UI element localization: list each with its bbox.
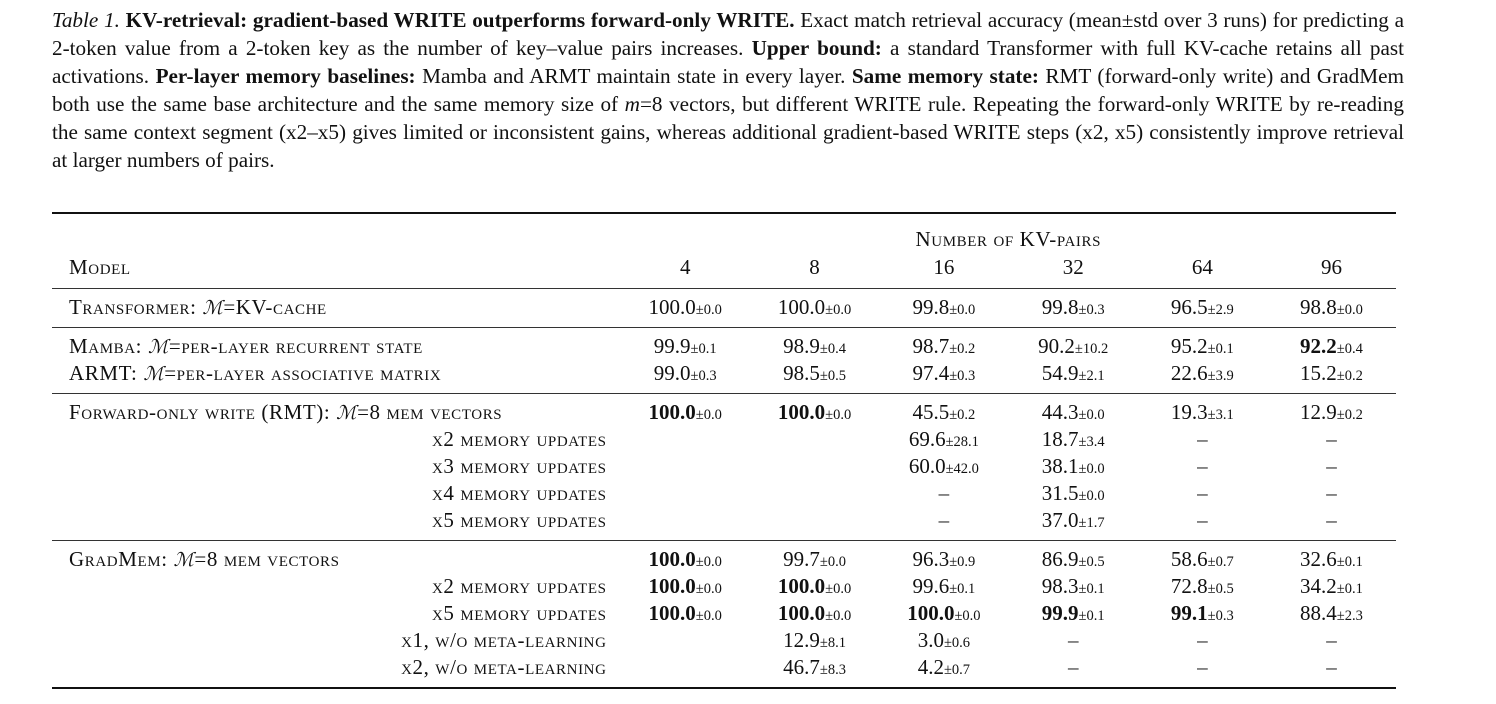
accuracy-cell bbox=[621, 453, 750, 480]
model-name-cell bbox=[52, 627, 621, 654]
table-row bbox=[52, 627, 1396, 654]
accuracy-cell bbox=[1138, 573, 1267, 600]
accuracy-std: ±0.0 bbox=[825, 302, 852, 318]
accuracy-std: ±0.4 bbox=[1336, 341, 1363, 357]
accuracy-cell bbox=[1009, 453, 1138, 480]
model-name: x5 memory updates bbox=[431, 601, 607, 625]
model-name: x2, w/o meta-learning bbox=[401, 655, 607, 679]
memory-description: =KV-cache bbox=[223, 295, 327, 319]
accuracy-mean: 90.2 bbox=[1038, 334, 1075, 358]
accuracy-cell bbox=[1138, 289, 1267, 328]
accuracy-cell bbox=[1009, 541, 1138, 574]
accuracy-std: ±3.4 bbox=[1078, 434, 1105, 450]
table-row bbox=[52, 394, 1396, 427]
accuracy-cell bbox=[1267, 360, 1396, 394]
accuracy-std: ±0.0 bbox=[695, 302, 722, 318]
model-name-cell bbox=[52, 453, 621, 480]
memory-symbol: ℳ bbox=[202, 297, 224, 319]
accuracy-mean: 100.0 bbox=[648, 295, 696, 319]
accuracy-std: ±0.0 bbox=[1078, 488, 1105, 504]
model-name-cell bbox=[52, 426, 621, 453]
model-name: Forward-only write (RMT): bbox=[69, 400, 337, 424]
model-name-cell bbox=[52, 507, 621, 541]
accuracy-std: ±0.0 bbox=[695, 608, 722, 624]
column-header-32: 32 bbox=[1062, 254, 1084, 279]
table-row bbox=[52, 453, 1396, 480]
accuracy-cell bbox=[621, 360, 750, 394]
accuracy-cell bbox=[1138, 426, 1267, 453]
accuracy-cell bbox=[750, 453, 879, 480]
accuracy-mean: 86.9 bbox=[1041, 547, 1079, 571]
caption-upper-bound-label: Upper bound: bbox=[751, 36, 882, 60]
accuracy-mean: 100.0 bbox=[777, 574, 826, 598]
accuracy-mean: 38.1 bbox=[1041, 454, 1079, 478]
model-name: x1, w/o meta-learning bbox=[401, 628, 607, 652]
accuracy-std: ±0.2 bbox=[1336, 368, 1363, 384]
accuracy-mean: 34.2 bbox=[1300, 574, 1337, 598]
table-row bbox=[52, 360, 1396, 394]
accuracy-mean: – bbox=[1197, 454, 1208, 478]
accuracy-mean: 22.6 bbox=[1170, 361, 1208, 385]
accuracy-cell bbox=[879, 541, 1008, 574]
accuracy-cell bbox=[1009, 426, 1138, 453]
accuracy-cell bbox=[1009, 573, 1138, 600]
accuracy-cell bbox=[879, 480, 1008, 507]
accuracy-cell bbox=[1138, 541, 1267, 574]
accuracy-cell bbox=[621, 289, 750, 328]
accuracy-cell bbox=[621, 507, 750, 541]
accuracy-cell bbox=[1138, 328, 1267, 361]
accuracy-mean: 99.0 bbox=[653, 361, 691, 385]
accuracy-mean: 98.9 bbox=[783, 334, 820, 358]
model-name: Transformer: bbox=[69, 295, 203, 319]
accuracy-cell bbox=[879, 600, 1008, 627]
caption-same-memory-label: Same memory state: bbox=[851, 64, 1039, 88]
accuracy-std: ±0.1 bbox=[1078, 608, 1105, 624]
accuracy-mean: 97.4 bbox=[912, 361, 950, 385]
column-header-8: 8 bbox=[809, 254, 820, 279]
memory-description: =8 mem vectors bbox=[194, 547, 340, 571]
accuracy-cell bbox=[621, 654, 750, 688]
table-body bbox=[52, 289, 1396, 689]
accuracy-mean: – bbox=[1326, 508, 1337, 532]
accuracy-mean: 100.0 bbox=[648, 574, 696, 598]
caption-per-layer-label: Per-layer memory baselines: bbox=[155, 64, 416, 88]
accuracy-std: ±0.0 bbox=[825, 407, 852, 423]
accuracy-std: ±2.9 bbox=[1207, 302, 1234, 318]
accuracy-cell bbox=[750, 541, 879, 574]
accuracy-std: ±10.2 bbox=[1074, 341, 1109, 357]
accuracy-cell bbox=[1267, 541, 1396, 574]
accuracy-std: ±3.1 bbox=[1207, 407, 1234, 423]
accuracy-std: ±0.1 bbox=[1336, 554, 1363, 570]
accuracy-cell bbox=[750, 328, 879, 361]
accuracy-cell bbox=[1267, 480, 1396, 507]
accuracy-cell bbox=[1138, 394, 1267, 427]
memory-symbol: ℳ bbox=[336, 402, 358, 424]
accuracy-mean: 99.7 bbox=[783, 547, 820, 571]
accuracy-mean: 37.0 bbox=[1041, 508, 1079, 532]
accuracy-cell bbox=[750, 426, 879, 453]
accuracy-cell bbox=[1009, 394, 1138, 427]
model-name-cell bbox=[52, 600, 621, 627]
caption-title: KV-retrieval: gradient-based WRITE outperforms forward-only WRITE. bbox=[125, 8, 795, 32]
accuracy-cell bbox=[750, 654, 879, 688]
accuracy-cell bbox=[621, 426, 750, 453]
accuracy-cell bbox=[1138, 507, 1267, 541]
accuracy-mean: – bbox=[938, 508, 950, 532]
model-column-header: Model bbox=[69, 254, 131, 279]
accuracy-mean: 98.7 bbox=[912, 334, 950, 358]
accuracy-mean: 100.0 bbox=[777, 601, 826, 625]
accuracy-cell bbox=[621, 573, 750, 600]
accuracy-cell bbox=[750, 600, 879, 627]
accuracy-std: ±0.0 bbox=[695, 407, 722, 423]
accuracy-mean: 88.4 bbox=[1300, 601, 1337, 625]
accuracy-cell bbox=[879, 627, 1008, 654]
accuracy-cell bbox=[1009, 360, 1138, 394]
accuracy-mean: 32.6 bbox=[1300, 547, 1337, 571]
accuracy-mean: 100.0 bbox=[648, 547, 696, 571]
memory-size-variable: m bbox=[624, 92, 640, 116]
accuracy-mean: – bbox=[1326, 454, 1337, 478]
accuracy-cell bbox=[1138, 453, 1267, 480]
accuracy-cell bbox=[879, 360, 1008, 394]
column-header-4: 4 bbox=[679, 254, 691, 279]
accuracy-mean: – bbox=[1197, 655, 1208, 679]
table-row bbox=[52, 289, 1396, 328]
model-name: GradMem: bbox=[69, 547, 174, 571]
accuracy-mean: 100.0 bbox=[777, 400, 826, 424]
accuracy-mean: 98.3 bbox=[1041, 574, 1079, 598]
accuracy-cell bbox=[1138, 627, 1267, 654]
column-header-16: 16 bbox=[933, 254, 955, 279]
table-row bbox=[52, 426, 1396, 453]
table-row bbox=[52, 541, 1396, 574]
accuracy-mean: 72.8 bbox=[1170, 574, 1208, 598]
accuracy-std: ±0.1 bbox=[1078, 581, 1105, 597]
accuracy-std: ±0.5 bbox=[1207, 581, 1234, 597]
accuracy-mean: 100.0 bbox=[907, 601, 955, 625]
accuracy-cell bbox=[621, 394, 750, 427]
accuracy-cell bbox=[1138, 654, 1267, 688]
accuracy-std: ±0.3 bbox=[1207, 608, 1234, 624]
accuracy-std: ±3.9 bbox=[1207, 368, 1234, 384]
table-row bbox=[52, 654, 1396, 688]
header-spacer bbox=[52, 213, 621, 252]
accuracy-mean: 60.0 bbox=[908, 454, 946, 478]
accuracy-mean: 3.0 bbox=[917, 628, 944, 652]
accuracy-cell bbox=[1009, 654, 1138, 688]
accuracy-cell bbox=[879, 426, 1008, 453]
table-row bbox=[52, 573, 1396, 600]
accuracy-cell bbox=[879, 507, 1008, 541]
accuracy-mean: – bbox=[1326, 481, 1337, 505]
accuracy-std: ±0.1 bbox=[949, 581, 976, 597]
accuracy-mean: 96.5 bbox=[1170, 295, 1208, 319]
table-row bbox=[52, 328, 1396, 361]
accuracy-mean: 95.2 bbox=[1170, 334, 1208, 358]
accuracy-mean: – bbox=[1197, 628, 1208, 652]
accuracy-std: ±0.0 bbox=[825, 608, 852, 624]
accuracy-std: ±2.3 bbox=[1336, 608, 1363, 624]
accuracy-cell bbox=[879, 573, 1008, 600]
accuracy-std: ±28.1 bbox=[945, 434, 979, 450]
accuracy-mean: – bbox=[1197, 427, 1208, 451]
accuracy-std: ±8.3 bbox=[819, 662, 846, 678]
accuracy-cell bbox=[879, 289, 1008, 328]
accuracy-std: ±8.1 bbox=[819, 635, 846, 651]
accuracy-mean: 58.6 bbox=[1170, 547, 1208, 571]
accuracy-std: ±0.3 bbox=[949, 368, 976, 384]
accuracy-mean: 98.5 bbox=[783, 361, 820, 385]
accuracy-mean: 100.0 bbox=[648, 400, 696, 424]
accuracy-cell bbox=[750, 289, 879, 328]
model-name: ARMT: bbox=[69, 361, 144, 385]
accuracy-cell bbox=[1267, 426, 1396, 453]
accuracy-mean: 31.5 bbox=[1041, 481, 1079, 505]
accuracy-mean: – bbox=[1326, 427, 1337, 451]
accuracy-cell bbox=[1009, 328, 1138, 361]
accuracy-mean: 12.9 bbox=[783, 628, 820, 652]
accuracy-cell bbox=[1009, 600, 1138, 627]
accuracy-std: ±0.2 bbox=[949, 407, 976, 423]
accuracy-mean: – bbox=[1197, 508, 1208, 532]
accuracy-std: ±0.7 bbox=[943, 662, 971, 678]
accuracy-std: ±2.1 bbox=[1078, 368, 1105, 384]
memory-symbol: ℳ bbox=[143, 363, 165, 385]
accuracy-mean: 92.2 bbox=[1300, 334, 1337, 358]
accuracy-cell bbox=[1267, 328, 1396, 361]
accuracy-cell bbox=[1009, 627, 1138, 654]
accuracy-mean: 99.6 bbox=[912, 574, 950, 598]
accuracy-mean: 99.9 bbox=[1041, 601, 1079, 625]
caption-text: RMT (forward-only write) and GradMem both use the same base architecture and the same memory size of bbox=[52, 64, 1404, 116]
accuracy-std: ±0.0 bbox=[695, 554, 722, 570]
caption-text: =8 vectors, but different WRITE rule. Repeating the forward-only WRITE by re-reading the same context segment (x2–x5) gives limited or inconsistent gains, whereas additional gradient-based WRITE steps (x2, x5) consistently improve retrieval at larger numbers of pairs. bbox=[52, 92, 1404, 172]
accuracy-std: ±0.1 bbox=[1336, 581, 1363, 597]
column-header-64: 64 bbox=[1191, 254, 1213, 279]
accuracy-mean: – bbox=[1326, 628, 1337, 652]
model-name: x5 memory updates bbox=[431, 508, 607, 532]
accuracy-mean: 44.3 bbox=[1041, 400, 1079, 424]
model-name: Mamba: bbox=[69, 334, 148, 358]
accuracy-mean: 99.8 bbox=[912, 295, 950, 319]
accuracy-std: ±0.2 bbox=[1336, 407, 1363, 423]
accuracy-mean: 99.1 bbox=[1170, 601, 1208, 625]
accuracy-std: ±0.3 bbox=[1078, 302, 1105, 318]
accuracy-cell bbox=[879, 654, 1008, 688]
memory-symbol: ℳ bbox=[173, 549, 195, 571]
memory-description: =per-layer recurrent state bbox=[168, 334, 423, 358]
accuracy-std: ±0.0 bbox=[1336, 302, 1363, 318]
memory-description: =8 mem vectors bbox=[357, 400, 503, 424]
accuracy-mean: 100.0 bbox=[648, 601, 696, 625]
table-row bbox=[52, 480, 1396, 507]
accuracy-mean: – bbox=[1326, 655, 1337, 679]
results-table bbox=[52, 212, 1396, 689]
accuracy-cell bbox=[1267, 627, 1396, 654]
model-name-cell bbox=[52, 394, 621, 427]
accuracy-cell bbox=[1267, 507, 1396, 541]
accuracy-mean: 12.9 bbox=[1300, 400, 1337, 424]
accuracy-cell bbox=[879, 328, 1008, 361]
accuracy-mean: 4.2 bbox=[917, 655, 944, 679]
caption-label: Table 1. bbox=[52, 8, 120, 32]
accuracy-std: ±0.2 bbox=[949, 341, 976, 357]
column-header-96: 96 bbox=[1320, 254, 1342, 279]
table-row bbox=[52, 507, 1396, 541]
accuracy-std: ±42.0 bbox=[945, 461, 979, 477]
accuracy-cell bbox=[879, 453, 1008, 480]
accuracy-cell bbox=[621, 541, 750, 574]
accuracy-cell bbox=[1267, 573, 1396, 600]
accuracy-std: ±0.0 bbox=[1078, 407, 1105, 423]
accuracy-mean: 45.5 bbox=[912, 400, 950, 424]
accuracy-cell bbox=[750, 573, 879, 600]
model-name-cell bbox=[52, 654, 621, 688]
accuracy-std: ±0.0 bbox=[954, 608, 981, 624]
model-name-cell bbox=[52, 328, 621, 361]
accuracy-cell bbox=[1138, 360, 1267, 394]
accuracy-mean: 18.7 bbox=[1041, 427, 1079, 451]
accuracy-std: ±0.1 bbox=[1207, 341, 1234, 357]
accuracy-std: ±0.4 bbox=[819, 341, 846, 357]
model-name: x4 memory updates bbox=[431, 481, 607, 505]
model-name-cell bbox=[52, 289, 621, 328]
accuracy-mean: – bbox=[1197, 481, 1208, 505]
accuracy-mean: – bbox=[938, 481, 950, 505]
accuracy-mean: 96.3 bbox=[912, 547, 950, 571]
caption-text: Exact match retrieval accuracy (mean±std over 3 runs) for predicting a 2-token value from a 2-token key as the number of key–value pairs increases. bbox=[52, 8, 1404, 60]
accuracy-std: ±0.6 bbox=[943, 635, 971, 651]
accuracy-cell bbox=[1138, 480, 1267, 507]
accuracy-cell bbox=[1267, 289, 1396, 328]
memory-description: =per-layer associative matrix bbox=[164, 361, 442, 385]
accuracy-cell bbox=[1267, 600, 1396, 627]
caption-text: a standard Transformer with full KV-cache retains all past activations. bbox=[52, 36, 1404, 88]
model-name-cell bbox=[52, 573, 621, 600]
accuracy-cell bbox=[1138, 600, 1267, 627]
accuracy-cell bbox=[621, 627, 750, 654]
model-name-cell bbox=[52, 360, 621, 394]
memory-symbol: ℳ bbox=[147, 336, 169, 358]
accuracy-mean: 15.2 bbox=[1300, 361, 1337, 385]
table-row bbox=[52, 600, 1396, 627]
accuracy-mean: 46.7 bbox=[783, 655, 820, 679]
accuracy-cell bbox=[750, 507, 879, 541]
model-name-cell bbox=[52, 480, 621, 507]
accuracy-mean: 19.3 bbox=[1170, 400, 1208, 424]
kv-pairs-group-header: Number of KV-pairs bbox=[915, 227, 1102, 251]
accuracy-std: ±1.7 bbox=[1078, 515, 1105, 531]
accuracy-std: ±0.0 bbox=[695, 581, 722, 597]
accuracy-mean: 99.9 bbox=[653, 334, 691, 358]
accuracy-cell bbox=[750, 480, 879, 507]
accuracy-cell bbox=[1267, 654, 1396, 688]
table-caption bbox=[52, 6, 1404, 174]
accuracy-std: ±0.9 bbox=[949, 554, 976, 570]
accuracy-cell bbox=[1009, 480, 1138, 507]
accuracy-std: ±0.7 bbox=[1207, 554, 1234, 570]
accuracy-std: ±0.0 bbox=[949, 302, 976, 318]
accuracy-std: ±0.0 bbox=[819, 554, 846, 570]
accuracy-cell bbox=[621, 600, 750, 627]
accuracy-std: ±0.5 bbox=[819, 368, 846, 384]
accuracy-cell bbox=[750, 360, 879, 394]
model-name: x2 memory updates bbox=[431, 574, 607, 598]
header-row-group bbox=[52, 213, 1396, 252]
accuracy-mean: 69.6 bbox=[908, 427, 946, 451]
accuracy-cell bbox=[621, 328, 750, 361]
accuracy-std: ±0.5 bbox=[1078, 554, 1105, 570]
accuracy-cell bbox=[1009, 507, 1138, 541]
accuracy-cell bbox=[1267, 394, 1396, 427]
caption-text: Mamba and ARMT maintain state in every layer. bbox=[415, 64, 852, 88]
accuracy-std: ±0.3 bbox=[690, 368, 717, 384]
accuracy-cell bbox=[1009, 289, 1138, 328]
model-name: x3 memory updates bbox=[431, 454, 607, 478]
accuracy-cell bbox=[750, 627, 879, 654]
accuracy-std: ±0.0 bbox=[825, 581, 852, 597]
accuracy-mean: – bbox=[1067, 628, 1079, 652]
accuracy-cell bbox=[1267, 453, 1396, 480]
accuracy-cell bbox=[750, 394, 879, 427]
accuracy-mean: 99.8 bbox=[1041, 295, 1079, 319]
accuracy-mean: – bbox=[1067, 655, 1079, 679]
model-name-cell bbox=[52, 541, 621, 574]
accuracy-cell bbox=[621, 480, 750, 507]
accuracy-mean: 100.0 bbox=[777, 295, 826, 319]
accuracy-mean: 54.9 bbox=[1041, 361, 1079, 385]
accuracy-cell bbox=[879, 394, 1008, 427]
accuracy-std: ±0.1 bbox=[690, 341, 717, 357]
accuracy-mean: 98.8 bbox=[1300, 295, 1337, 319]
header-row-columns bbox=[52, 252, 1396, 289]
model-name: x2 memory updates bbox=[431, 427, 607, 451]
accuracy-std: ±0.0 bbox=[1078, 461, 1105, 477]
